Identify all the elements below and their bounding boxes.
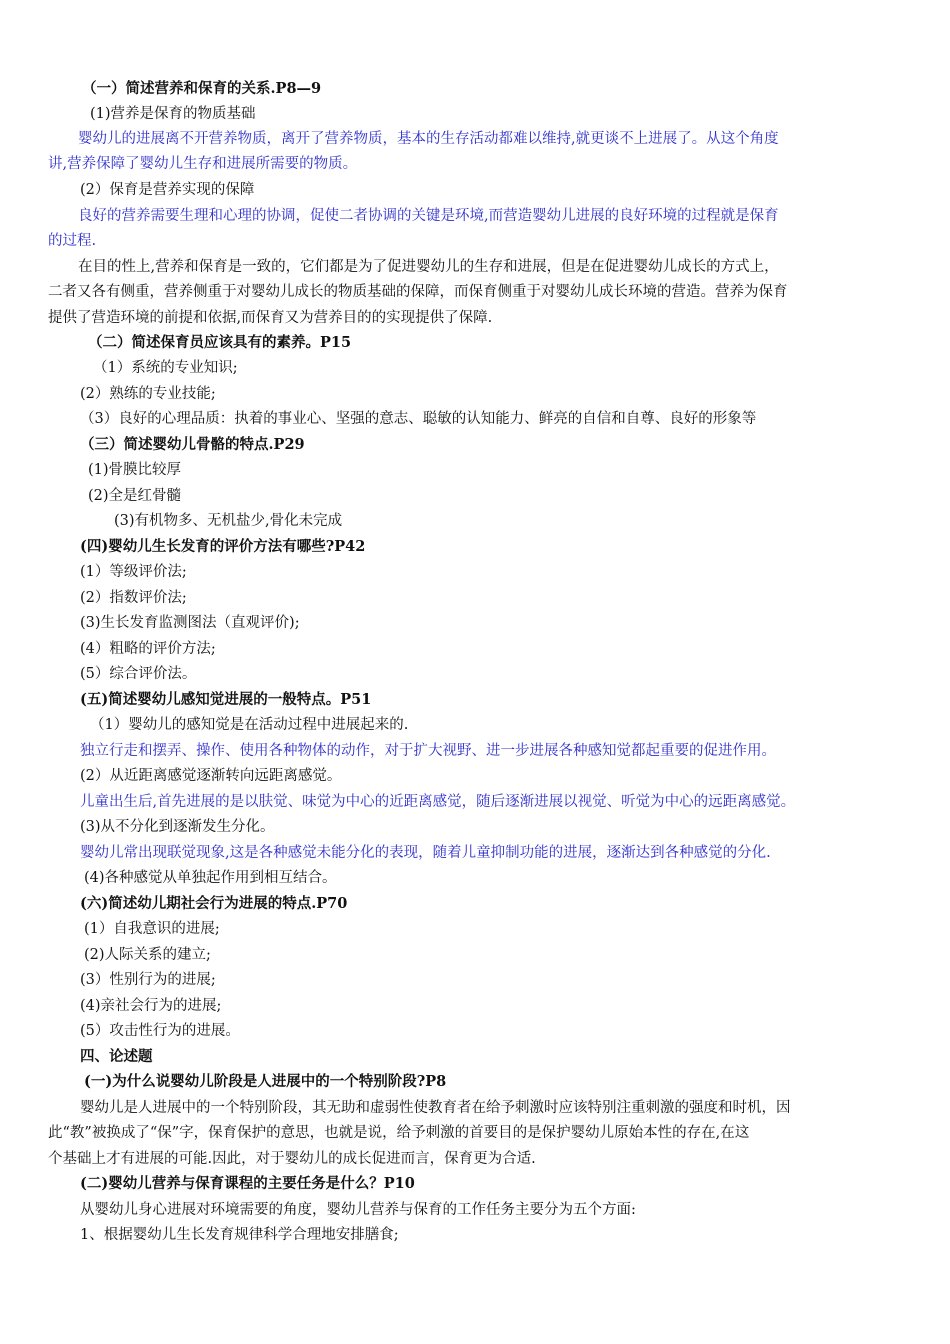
explanation-1-1-line-1: 婴幼儿的进展离不开营养物质，离开了营养物质，基本的生存活动都难以维持,就更谈不上进展了。从这个角度 (78, 131, 779, 147)
item-5-4: (4)各种感觉从单独起作用到相互结合。 (84, 870, 337, 886)
item-6-3: (3）性别行为的进展; (80, 972, 216, 988)
item-2-1: （1）系统的专业知识; (93, 360, 238, 376)
explanation-5-3: 婴幼儿常出现联觉现象,这是各种感觉未能分化的表现，随着儿童抑制功能的进展，逐渐达到各种感觉的分化. (80, 845, 771, 861)
item-6-1: (1）自我意识的进展; (84, 921, 220, 937)
heading-3: （三）简述婴幼儿骨骼的特点.P29 (80, 436, 305, 453)
item-4-4: (4）粗略的评价方法; (80, 641, 216, 657)
item-3-1: (1)骨膜比较厚 (88, 462, 182, 478)
item-2-3: （3）良好的心理品质：执着的事业心、坚强的意志、聪敏的认知能力、鲜亮的自信和自尊、良好的形象等 (80, 411, 757, 427)
item-6-5: (5）攻击性行为的进展。 (80, 1023, 240, 1039)
essay-1-line-1: 婴幼儿是人进展中的一个特别阶段，其无助和虚弱性使教育者在给予刺激时应该特别注重刺激的强度和时机，因 (80, 1100, 791, 1116)
item-1-2: (2）保育是营养实现的保障 (80, 182, 255, 198)
heading-2: （二）简述保育员应该具有的素养。P15 (88, 334, 352, 351)
item-1-1: (1)营养是保育的物质基础 (90, 106, 256, 122)
item-3-2: (2)全是红骨髓 (88, 488, 182, 504)
explanation-1-2-line-2: 的过程. (48, 233, 97, 249)
explanation-1-1-line-2: 讲,营养保障了婴幼儿生存和进展所需要的物质。 (48, 156, 358, 172)
item-5-2: (2）从近距离感觉逐渐转向远距离感觉。 (80, 768, 342, 784)
essay-2-line-1: 从婴幼儿身心进展对环境需要的角度，婴幼儿营养与保育的工作任务主要分为五个方面: (80, 1202, 636, 1218)
item-6-4: (4)亲社会行为的进展; (80, 998, 222, 1014)
essay-2-line-2: 1、根据婴幼儿生长发育规律科学合理地安排膳食; (80, 1227, 399, 1243)
item-3-3: (3)有机物多、无机盐少,骨化未完成 (114, 513, 343, 529)
item-2-2: (2）熟练的专业技能; (80, 386, 216, 402)
essay-heading-2: (二)婴幼儿营养与保育课程的主要任务是什么？P10 (80, 1175, 415, 1192)
item-6-2: (2)人际关系的建立; (84, 947, 211, 963)
item-4-2: (2）指数评价法; (80, 590, 187, 606)
heading-1: （一）简述营养和保育的关系.P8—9 (82, 80, 322, 97)
item-4-3: (3)生长发育监测图法（直观评价); (80, 615, 300, 631)
item-5-3: (3)从不分化到逐渐发生分化。 (80, 819, 275, 835)
heading-5: (五)简述婴幼儿感知觉进展的一般特点。P51 (80, 691, 372, 708)
explanation-1-2-line-1: 良好的营养需要生理和心理的协调，促使二者协调的关键是环境,而营造婴幼儿进展的良好环境的过程就是保育 (78, 208, 779, 224)
explanation-5-2: 儿童出生后,首先进展的是以肤觉、味觉为中心的近距离感觉，随后逐渐进展以视觉、听觉为中心的远距离感觉。 (80, 794, 796, 810)
explanation-5-1: 独立行走和摆弄、操作、使用各种物体的动作，对于扩大视野、进一步进展各种感知觉都起重要的促进作用。 (80, 743, 776, 759)
essay-heading-1: (一)为什么说婴幼儿阶段是人进展中的一个特别阶段?P8 (84, 1073, 447, 1090)
essay-1-line-2: 此“教”被换成了“保”字，保育保护的意思，也就是说，给予刺激的首要目的是保护婴幼儿原始本性的存在,在这 (48, 1125, 750, 1141)
item-4-1: (1）等级评价法; (80, 564, 187, 580)
essay-1-line-3: 个基础上才有进展的可能.因此，对于婴幼儿的成长促进而言，保育更为合适. (48, 1151, 536, 1167)
section-title-essay: 四、论述题 (80, 1048, 153, 1065)
summary-1-line-1: 在目的性上,营养和保育是一致的，它们都是为了促进婴幼儿的生存和进展，但是在促进婴幼儿成长的方式上， (78, 259, 779, 275)
heading-4: (四)婴幼儿生长发育的评价方法有哪些?P42 (80, 538, 366, 555)
heading-6: (六)简述幼儿期社会行为进展的特点.P70 (80, 895, 348, 912)
item-5-1: （1）婴幼儿的感知觉是在活动过程中进展起来的. (90, 717, 409, 733)
summary-1-line-2: 二者又各有侧重，营养侧重于对婴幼儿成长的物质基础的保障，而保育侧重于对婴幼儿成长环境的营造。营养为保育 (48, 284, 788, 300)
summary-1-line-3: 提供了营造环境的前提和依据,而保育又为营养目的的实现提供了保障. (48, 310, 493, 326)
item-4-5: (5）综合评价法。 (80, 666, 197, 682)
